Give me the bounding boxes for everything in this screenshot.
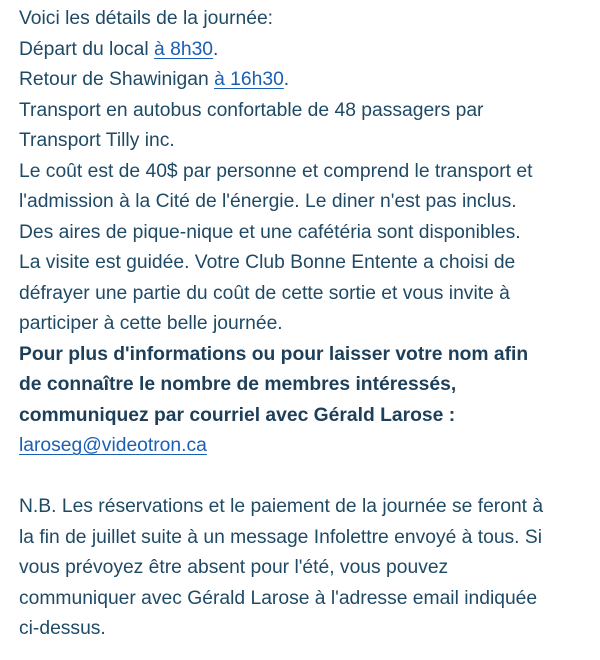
depart-suffix: . (213, 38, 219, 60)
depart-line (19, 35, 594, 66)
transport-line-1: Transport en autobus confortable de 48 passagers par (19, 99, 484, 121)
info-line-3: communiquez par courriel avec Gérald Larose : (19, 404, 456, 426)
info-line-2: de connaître le nombre de membres intéressés, (19, 374, 457, 395)
depart-prefix: Départ du local (19, 38, 155, 60)
intro-text: Voici les détails de la journée: (19, 8, 274, 29)
cost-line-1: Le coût est de 40$ par personne et comprend le transport et (19, 160, 533, 182)
nb-line-4: communiquer avec Gérald Larose à l'adresse email indiquée (19, 587, 538, 609)
email-body (19, 4, 594, 645)
retour-line (19, 65, 594, 96)
nb-line-5: ci-dessus. (19, 618, 106, 639)
cost-line-2: l'admission à la Cité de l'énergie. Le diner n'est pas inclus. (19, 191, 517, 212)
info-line-1: Pour plus d'informations ou pour laisser votre nom afin (19, 343, 529, 365)
retour-prefix: Retour de Shawinigan (19, 69, 215, 90)
retour-suffix: . (283, 69, 290, 90)
visit-line-3: participer à cette belle journée. (19, 313, 283, 334)
email-link[interactable]: laroseg@videotron.ca (19, 435, 207, 456)
paragraph-spacer (19, 462, 594, 493)
transport-line-2: Transport Tilly inc. (19, 130, 175, 151)
nb-line-3: vous prévoyez être absent pour l'été, vous pouvez (19, 557, 449, 578)
picnic-line: Des aires de pique-nique et une cafétéria sont disponibles. (19, 221, 521, 243)
visit-line-2: défrayer une partie du coût de cette sortie et vous invite à (19, 282, 510, 304)
retour-time-link[interactable]: à 16h30 (214, 69, 284, 90)
visit-line-1: La visite est guidée. Votre Club Bonne Entente a choisi de (19, 252, 516, 273)
nb-line-1: N.B. Les réservations et le paiement de la journée se feront à (19, 496, 544, 517)
depart-time-link[interactable]: à 8h30 (154, 38, 214, 60)
nb-line-2: la fin de juillet suite à un message Infolettre envoyé à tous. Si (19, 526, 543, 548)
